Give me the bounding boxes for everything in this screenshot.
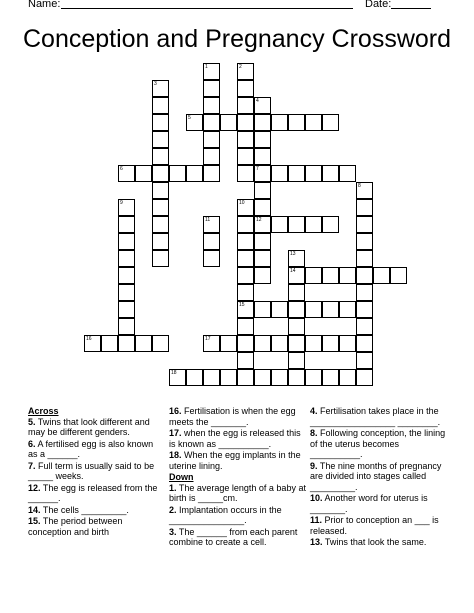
clue-text: Twins that look different and may be different genders.	[28, 416, 150, 437]
clue-item	[169, 428, 306, 449]
grid-cell[interactable]	[339, 267, 356, 284]
clue-number-label: 9.	[310, 460, 318, 471]
grid-cell[interactable]	[237, 216, 254, 233]
grid-cell[interactable]	[101, 335, 118, 352]
grid-cell[interactable]	[118, 267, 135, 284]
clue-number: 15	[239, 302, 245, 308]
grid-cell[interactable]	[373, 267, 390, 284]
grid-cell[interactable]	[135, 335, 152, 352]
grid-cell[interactable]	[237, 199, 254, 216]
clue-item	[310, 428, 450, 460]
grid-cell[interactable]	[237, 148, 254, 165]
grid-cell[interactable]	[356, 318, 373, 335]
clue-item	[169, 483, 306, 504]
grid-cell[interactable]	[237, 284, 254, 301]
grid-cell[interactable]	[118, 284, 135, 301]
clue-item	[169, 450, 306, 471]
clue-text: Following conception, the lining of the uterus becomes __________.	[310, 428, 446, 459]
clue-item	[310, 493, 450, 514]
grid-cell[interactable]	[288, 250, 305, 267]
grid-cell[interactable]	[339, 301, 356, 318]
grid-cell[interactable]	[390, 267, 407, 284]
grid-cell[interactable]	[288, 335, 305, 352]
clue-number: 8	[358, 183, 361, 189]
grid-cell[interactable]	[237, 165, 254, 182]
grid-cell[interactable]	[322, 216, 339, 233]
clue-number-label: 17.	[169, 428, 182, 438]
clue-number-label: 7.	[28, 460, 36, 471]
grid-cell[interactable]	[220, 369, 237, 386]
grid-cell[interactable]	[152, 165, 169, 182]
grid-cell[interactable]	[271, 369, 288, 386]
clue-text: Twins that look the same.	[324, 537, 427, 547]
clue-text: Prior to conception an ___ is released.	[310, 515, 439, 536]
grid-cell[interactable]	[288, 318, 305, 335]
grid-cell[interactable]	[288, 114, 305, 131]
clue-number: 5	[188, 115, 191, 121]
grid-cell[interactable]	[254, 199, 271, 216]
clue-text: The egg is released from the ______.	[28, 482, 158, 503]
grid-cell[interactable]	[152, 80, 169, 97]
clue-text: Another word for uterus is _______.	[310, 493, 428, 514]
clue-text: The nine months of pregnancy are divided into stages called _________.	[310, 460, 442, 492]
grid-cell[interactable]	[84, 335, 101, 352]
grid-cell[interactable]	[254, 369, 271, 386]
grid-cell[interactable]	[203, 131, 220, 148]
clue-item	[28, 505, 163, 516]
clue-number: 7	[256, 166, 259, 172]
clue-number-label: 16.	[169, 406, 182, 416]
clue-number: 13	[290, 251, 296, 257]
grid-cell[interactable]	[152, 335, 169, 352]
clue-number-label: 5.	[28, 416, 36, 427]
grid-cell[interactable]	[203, 63, 220, 80]
clue-number: 4	[256, 98, 259, 104]
grid-cell[interactable]	[237, 114, 254, 131]
grid-cell[interactable]	[254, 148, 271, 165]
clue-number: 18	[171, 370, 177, 376]
grid-cell[interactable]	[254, 250, 271, 267]
grid-cell[interactable]	[237, 250, 254, 267]
clue-number-label: 11.	[310, 515, 323, 525]
clue-text: Fertilisation is when the egg meets the _______.	[169, 406, 296, 427]
grid-cell[interactable]	[322, 165, 339, 182]
grid-cell[interactable]	[322, 267, 339, 284]
name-label: Name:	[28, 0, 61, 10]
grid-cell[interactable]	[356, 216, 373, 233]
clue-item	[310, 537, 450, 548]
grid-cell[interactable]	[118, 301, 135, 318]
clue-number: 2	[239, 64, 242, 70]
grid-cell[interactable]	[203, 335, 220, 352]
clue-text: The average length of a baby at birth is _____cm.	[169, 482, 306, 503]
grid-cell[interactable]	[271, 301, 288, 318]
clue-item	[310, 461, 450, 493]
clues-column-1	[28, 406, 163, 538]
grid-cell[interactable]	[305, 335, 322, 352]
grid-cell[interactable]	[237, 80, 254, 97]
clue-item	[28, 417, 163, 438]
clue-text: The period between conception and birth	[28, 516, 123, 537]
grid-cell[interactable]	[118, 233, 135, 250]
grid-cell[interactable]	[152, 216, 169, 233]
clue-number: 17	[205, 336, 211, 342]
grid-cell[interactable]	[203, 369, 220, 386]
grid-cell[interactable]	[356, 250, 373, 267]
grid-cell[interactable]	[254, 114, 271, 131]
grid-cell[interactable]	[118, 165, 135, 182]
grid-cell[interactable]	[271, 335, 288, 352]
clue-number: 11	[205, 217, 211, 223]
grid-cell[interactable]	[356, 369, 373, 386]
grid-cell[interactable]	[203, 114, 220, 131]
date-label: Date:	[365, 0, 392, 10]
grid-cell[interactable]	[118, 335, 135, 352]
clue-text: Full term is usually said to be _____ weeks.	[28, 460, 155, 481]
grid-cell[interactable]	[237, 131, 254, 148]
grid-cell[interactable]	[237, 63, 254, 80]
grid-cell[interactable]	[203, 250, 220, 267]
clue-text: The cells _________.	[42, 504, 129, 515]
grid-cell[interactable]	[203, 233, 220, 250]
grid-cell[interactable]	[271, 114, 288, 131]
grid-cell[interactable]	[152, 114, 169, 131]
page-title: Conception and Pregnancy Crossword	[22, 25, 451, 53]
grid-cell[interactable]	[339, 335, 356, 352]
clue-number-label: 10.	[310, 493, 323, 503]
clue-item	[28, 461, 163, 482]
grid-cell[interactable]	[237, 335, 254, 352]
grid-cell[interactable]	[356, 335, 373, 352]
clue-text: when the egg is released this is known as __________.	[169, 428, 301, 449]
grid-cell[interactable]	[322, 114, 339, 131]
across-heading: Across	[28, 406, 59, 416]
down-heading: Down	[169, 472, 194, 482]
clue-item	[169, 406, 306, 427]
clue-number: 10	[239, 200, 245, 206]
grid-cell[interactable]	[254, 182, 271, 199]
grid-cell[interactable]	[305, 216, 322, 233]
clues-column-3	[310, 406, 450, 549]
grid-cell[interactable]	[135, 165, 152, 182]
clue-number-label: 6.	[28, 438, 36, 449]
grid-cell[interactable]	[203, 216, 220, 233]
grid-cell[interactable]	[186, 369, 203, 386]
grid-cell[interactable]	[288, 369, 305, 386]
grid-cell[interactable]	[237, 267, 254, 284]
grid-cell[interactable]	[305, 114, 322, 131]
clue-text: The ______ from each parent combine to create a cell.	[169, 526, 298, 547]
clue-number: 14	[290, 268, 296, 274]
grid-cell[interactable]	[271, 165, 288, 182]
grid-cell[interactable]	[356, 233, 373, 250]
clue-number-label: 14.	[28, 504, 41, 515]
clue-number-label: 2.	[169, 504, 177, 515]
clue-text: Implantation occurs in the _______________.	[169, 504, 282, 525]
grid-cell[interactable]	[356, 352, 373, 369]
grid-cell[interactable]	[237, 233, 254, 250]
clue-number-label: 4.	[310, 406, 318, 416]
grid-cell[interactable]	[203, 80, 220, 97]
grid-cell[interactable]	[152, 97, 169, 114]
clue-number-label: 18.	[169, 450, 182, 460]
clue-item	[169, 505, 306, 526]
clue-item	[169, 527, 306, 548]
grid-cell[interactable]	[254, 335, 271, 352]
grid-cell[interactable]	[322, 369, 339, 386]
clue-item	[28, 439, 163, 460]
clue-text: A fertilised egg is also known as a ______.	[28, 438, 154, 459]
grid-cell[interactable]	[288, 165, 305, 182]
clues-column-2	[169, 406, 306, 549]
grid-cell[interactable]	[152, 148, 169, 165]
grid-cell[interactable]	[254, 233, 271, 250]
grid-cell[interactable]	[288, 216, 305, 233]
grid-cell[interactable]	[152, 233, 169, 250]
grid-cell[interactable]	[339, 369, 356, 386]
grid-cell[interactable]	[288, 267, 305, 284]
grid-cell[interactable]	[169, 165, 186, 182]
grid-cell[interactable]	[305, 369, 322, 386]
clue-number-label: 3.	[169, 526, 177, 537]
grid-cell[interactable]	[169, 369, 186, 386]
grid-cell[interactable]	[118, 199, 135, 216]
grid-cell[interactable]	[152, 182, 169, 199]
grid-cell[interactable]	[152, 199, 169, 216]
grid-cell[interactable]	[288, 301, 305, 318]
grid-cell[interactable]	[203, 97, 220, 114]
clue-number: 9	[120, 200, 123, 206]
grid-cell[interactable]	[254, 301, 271, 318]
clue-number-label: 12.	[28, 482, 41, 493]
grid-cell[interactable]	[254, 267, 271, 284]
grid-cell[interactable]	[254, 131, 271, 148]
grid-cell[interactable]	[305, 301, 322, 318]
grid-cell[interactable]	[203, 148, 220, 165]
clue-number-label: 8.	[310, 428, 318, 438]
clue-number: 6	[120, 166, 123, 172]
grid-cell[interactable]	[237, 318, 254, 335]
clue-item	[28, 516, 163, 537]
grid-cell[interactable]	[271, 216, 288, 233]
grid-cell[interactable]	[203, 165, 220, 182]
grid-cell[interactable]	[118, 216, 135, 233]
grid-cell[interactable]	[305, 165, 322, 182]
clue-number-label: 13.	[310, 537, 323, 547]
grid-cell[interactable]	[186, 165, 203, 182]
grid-cell[interactable]	[118, 318, 135, 335]
grid-cell[interactable]	[322, 301, 339, 318]
grid-cell[interactable]	[356, 267, 373, 284]
grid-cell[interactable]	[356, 182, 373, 199]
grid-cell[interactable]	[152, 131, 169, 148]
grid-cell[interactable]	[288, 284, 305, 301]
grid-cell[interactable]	[254, 97, 271, 114]
grid-cell[interactable]	[339, 165, 356, 182]
grid-cell[interactable]	[220, 114, 237, 131]
grid-cell[interactable]	[237, 352, 254, 369]
grid-cell[interactable]	[186, 114, 203, 131]
grid-cell[interactable]	[237, 301, 254, 318]
clue-number-label: 1.	[169, 482, 177, 493]
grid-cell[interactable]	[356, 199, 373, 216]
grid-cell[interactable]	[288, 352, 305, 369]
grid-cell[interactable]	[322, 335, 339, 352]
grid-cell[interactable]	[356, 284, 373, 301]
clue-item	[310, 515, 450, 536]
grid-cell[interactable]	[356, 301, 373, 318]
clue-text: Fertilisation takes place in the _________________ ________.	[310, 406, 441, 427]
grid-cell[interactable]	[254, 165, 271, 182]
grid-cell[interactable]	[152, 250, 169, 267]
clue-number: 16	[86, 336, 92, 342]
grid-cell[interactable]	[118, 250, 135, 267]
clue-item	[28, 483, 163, 504]
grid-cell[interactable]	[305, 267, 322, 284]
clue-number: 12	[256, 217, 262, 223]
grid-cell[interactable]	[237, 97, 254, 114]
clue-number: 3	[154, 81, 157, 87]
grid-cell[interactable]	[254, 216, 271, 233]
clue-text: When the egg implants in the uterine lining.	[169, 450, 301, 471]
clue-number: 1	[205, 64, 208, 70]
clue-item	[310, 406, 450, 427]
clue-number-label: 15.	[28, 516, 41, 526]
grid-cell[interactable]	[220, 335, 237, 352]
grid-cell[interactable]	[237, 369, 254, 386]
